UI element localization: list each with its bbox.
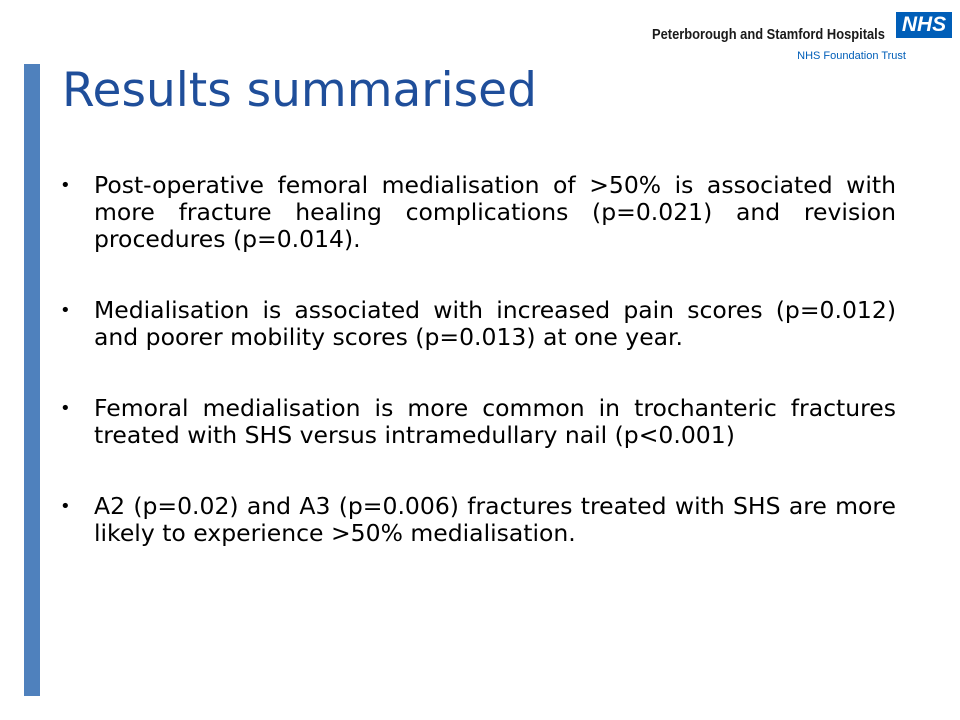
bullet-text: Medialisation is associated with increased pain scores (p=0.012) and poorer mobility scores (p=0.013) at one year. bbox=[94, 296, 896, 351]
bullet-item bbox=[58, 493, 896, 547]
bullet-dot-icon: • bbox=[60, 496, 71, 517]
bullet-text: Post-operative femoral medialisation of >50% is associated with more fracture healing complications (p=0.021) and revision procedures (p=0.014). bbox=[94, 171, 896, 253]
bullet-item bbox=[58, 395, 896, 449]
slide-title: Results summarised bbox=[62, 63, 537, 118]
hospital-logo bbox=[648, 2, 956, 66]
bullet-item bbox=[58, 172, 896, 253]
bullet-list bbox=[58, 172, 896, 591]
nhs-badge: NHS bbox=[896, 12, 952, 38]
logo-trust-name: Peterborough and Stamford Hospitals bbox=[652, 26, 885, 43]
bullet-dot-icon: • bbox=[60, 175, 71, 196]
bullet-dot-icon: • bbox=[60, 300, 71, 321]
bullet-text: Femoral medialisation is more common in trochanteric fractures treated with SHS versus intramedullary nail (p<0.001) bbox=[94, 394, 896, 449]
bullet-dot-icon: • bbox=[60, 398, 71, 419]
logo-subtitle: NHS Foundation Trust bbox=[797, 50, 906, 62]
bullet-item bbox=[58, 297, 896, 351]
bullet-text: A2 (p=0.02) and A3 (p=0.006) fractures treated with SHS are more likely to experience >50% medialisation. bbox=[94, 492, 896, 547]
accent-bar bbox=[24, 64, 40, 696]
